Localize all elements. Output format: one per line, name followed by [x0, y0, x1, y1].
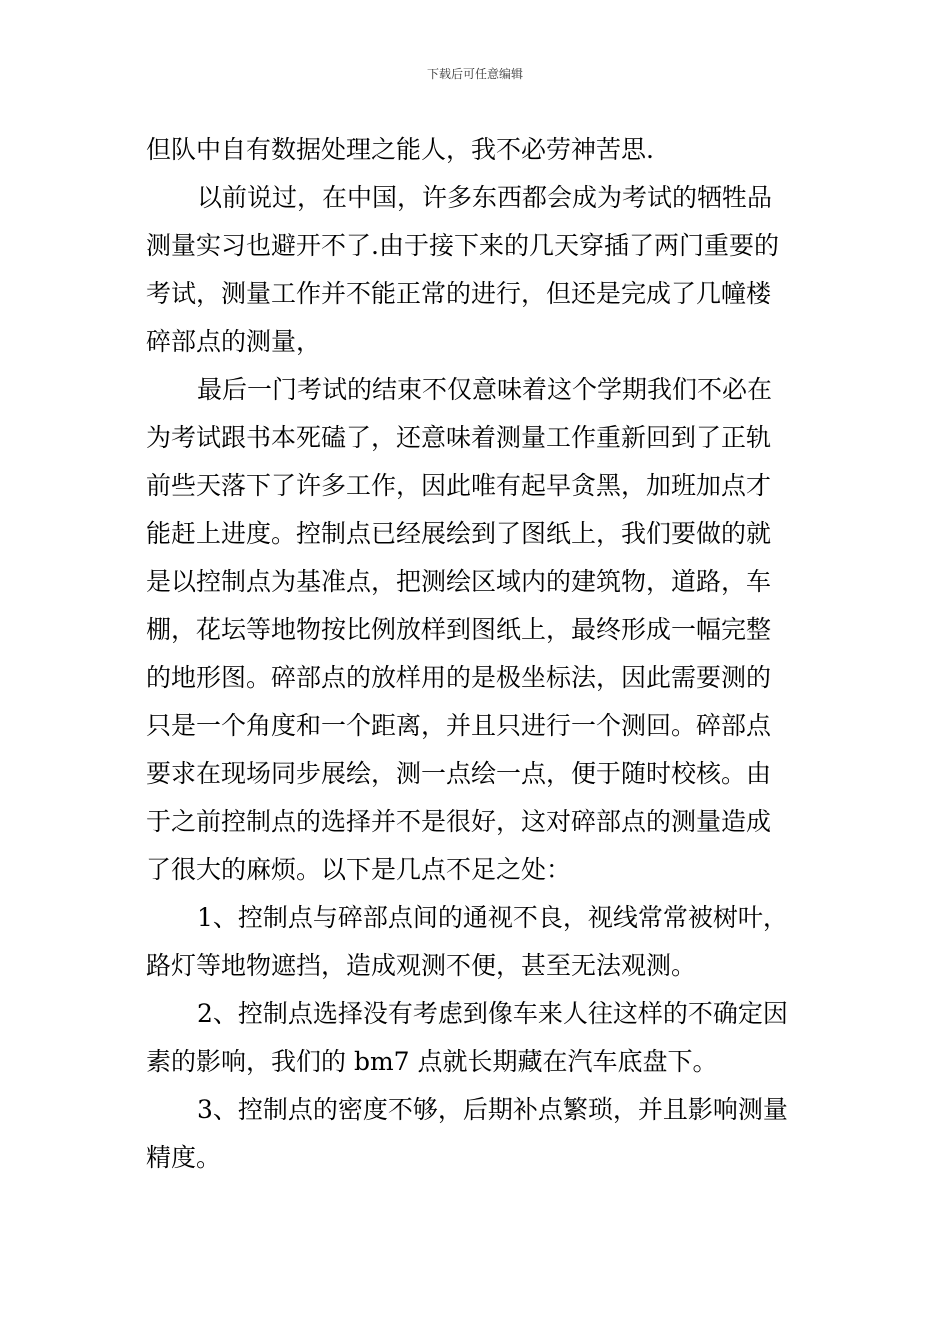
text-line: 精度。 — [146, 1143, 222, 1172]
text-line: 考试，测量工作并不能正常的进行，但还是完成了几幢楼 — [146, 279, 772, 308]
text-line: 但队中自有数据处理之能人，我不必劳神苦思. — [146, 135, 654, 164]
text-line: 了很大的麻烦。以下是几点不足之处： — [146, 855, 572, 884]
text-line: 是以控制点为基准点，把测绘区域内的建筑物，道路，车 — [146, 567, 772, 596]
text-line: 要求在现场同步展绘，测一点绘一点，便于随时校核。由 — [146, 759, 772, 788]
text-line: 2、控制点选择没有考虑到像车来人往这样的不确定因 — [197, 999, 788, 1028]
text-line: 能赶上进度。控制点已经展绘到了图纸上，我们要做的就 — [146, 519, 772, 548]
text-line: 为考试跟书本死磕了，还意味着测量工作重新回到了正轨 — [146, 423, 772, 452]
text-line: 1、控制点与碎部点间的通视不良，视线常常被树叶， — [197, 903, 788, 932]
text-line: 只是一个角度和一个距离，并且只进行一个测回。碎部点 — [146, 711, 772, 740]
text-line: 的地形图。碎部点的放样用的是极坐标法，因此需要测的 — [146, 663, 772, 692]
document-body — [146, 126, 810, 1182]
page-header: 下载后可任意编辑 — [426, 67, 523, 81]
text-line: 最后一门考试的结束不仅意味着这个学期我们不必在 — [197, 375, 773, 404]
text-line: 前些天落下了许多工作，因此唯有起早贪黑，加班加点才 — [146, 471, 772, 500]
text-line: 路灯等地物遮挡，造成观测不便，甚至无法观测。 — [146, 951, 697, 980]
text-line: 3、控制点的密度不够，后期补点繁琐，并且影响测量 — [197, 1095, 788, 1124]
text-line: 素的影响，我们的 bm7 点就长期藏在汽车底盘下。 — [146, 1047, 718, 1076]
text-line: 测量实习也避开不了.由于接下来的几天穿插了两门重要的 — [146, 231, 779, 260]
text-line: 碎部点的测量， — [146, 327, 322, 356]
text-line: 以前说过，在中国，许多东西都会成为考试的牺牲品 — [197, 183, 773, 212]
text-line: 棚，花坛等地物按比例放样到图纸上，最终形成一幅完整 — [146, 615, 772, 644]
text-line: 于之前控制点的选择并不是很好，这对碎部点的测量造成 — [146, 807, 772, 836]
